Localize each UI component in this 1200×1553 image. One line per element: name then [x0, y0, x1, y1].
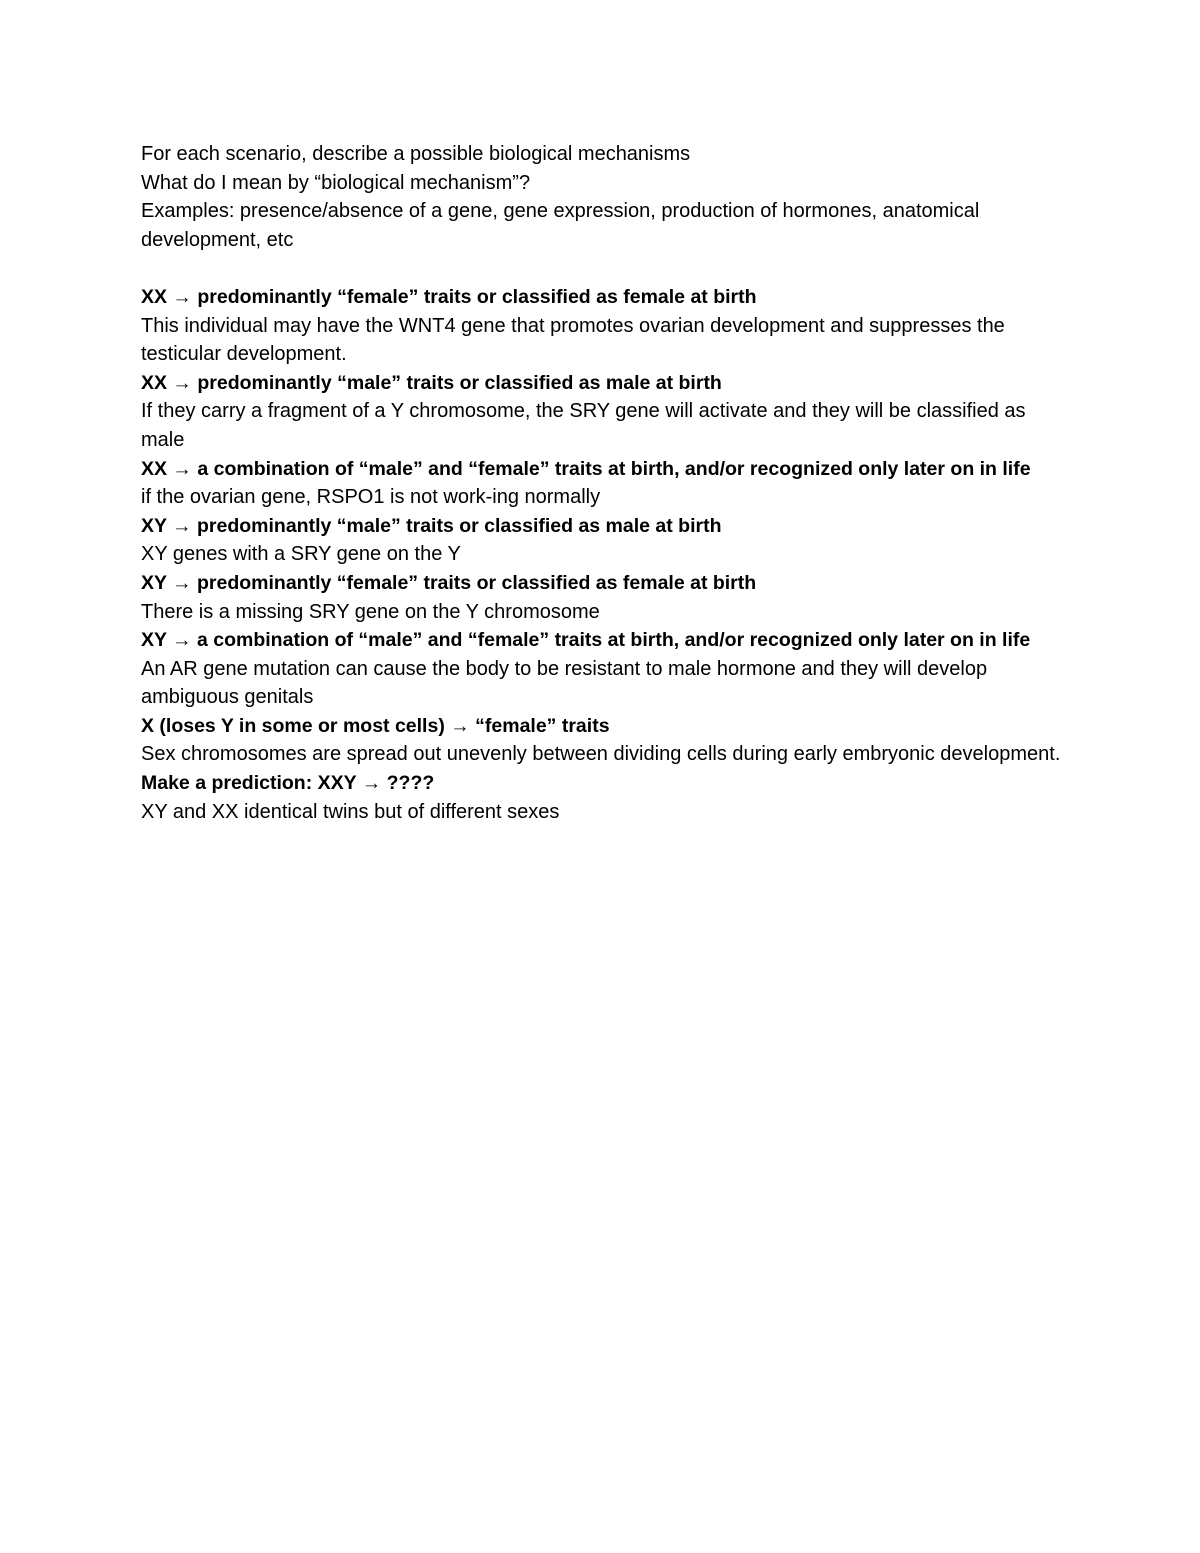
scenario-answer-xy-male: XY genes with a SRY gene on the Y: [141, 543, 461, 566]
intro-examples: Examples: presence/absence of a gene, gene expression, production of hormones, anatomical development, etc: [141, 200, 980, 251]
scenario-answer-xx-combination: if the ovarian gene, RSPO1 is not work-ing normally: [141, 486, 601, 509]
scenario-answer-xy-combination: An AR gene mutation can cause the body to be resistant to male hormone and they will develop ambiguous genitals: [141, 657, 988, 709]
scenario-answer-x-loses-y: Sex chromosomes are spread out unevenly between dividing cells during early embryonic development.: [141, 743, 1061, 766]
scenario-heading-xx-combination: XX → a combination of “male” and “female” traits at birth, and/or recognized only later on in life: [141, 457, 1031, 480]
scenario-answer-xx-female: This individual may have the WNT4 gene that promotes ovarian development and suppresses the testicular development.: [141, 314, 1005, 366]
scenario-answer-xx-male: If they carry a fragment of a Y chromosome, the SRY gene will activate and they will be classified as male: [141, 400, 1026, 451]
scenario-heading-xxy-prediction: Make a prediction: XXY → ????: [141, 772, 435, 795]
scenario-heading-xx-female: XX → predominantly “female” traits or classified as female at birth: [141, 285, 757, 308]
scenario-heading-xy-female: XY → predominantly “female” traits or classified as female at birth: [141, 571, 757, 594]
blank-line: [141, 254, 1061, 283]
intro-instruction: For each scenario, describe a possible biological mechanisms: [141, 143, 691, 165]
scenario-heading-xy-combination: XY → a combination of “male” and “female” traits at birth, and/or recognized only later on in life: [141, 629, 1031, 652]
scenario-heading-xy-male: XY → predominantly “male” traits or classified as male at birth: [141, 514, 722, 537]
scenario-heading-x-loses-y: X (loses Y in some or most cells) → “female” traits: [141, 714, 610, 737]
intro-question: What do I mean by “biological mechanism”?: [141, 171, 531, 194]
scenario-answer-xy-female: There is a missing SRY gene on the Y chromosome: [141, 600, 600, 623]
scenario-heading-xx-male: XX → predominantly “male” traits or classified as male at birth: [141, 371, 722, 394]
document-page: [141, 140, 1061, 826]
scenario-answer-xxy-prediction: XY and XX identical twins but of different sexes: [141, 800, 560, 823]
